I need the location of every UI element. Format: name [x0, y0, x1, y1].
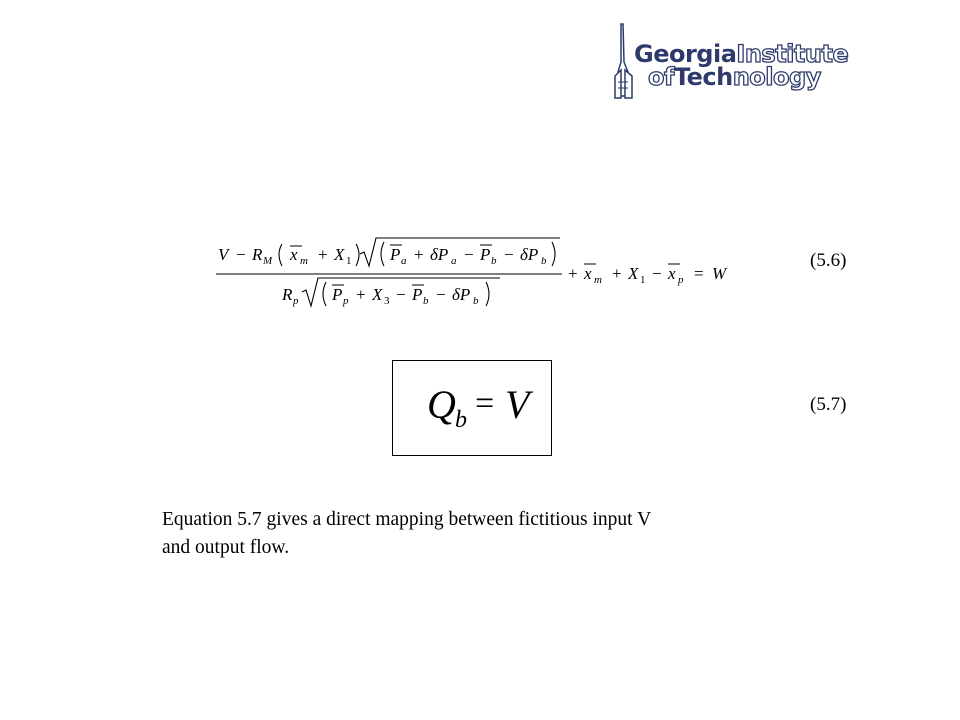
svg-text:p: p	[678, 274, 684, 286]
equation-5-7-box	[392, 360, 552, 456]
svg-text:+: +	[414, 245, 424, 264]
body-paragraph	[162, 506, 782, 562]
svg-text:−: −	[436, 285, 446, 304]
equation-rhs: V	[505, 382, 530, 427]
paragraph-line-2: and output flow.	[162, 537, 290, 558]
logo-nology: nology	[732, 63, 821, 91]
svg-text:m: m	[594, 274, 602, 286]
svg-text:+: +	[612, 264, 622, 283]
logo-georgia: Georgia	[634, 40, 737, 68]
svg-text:−: −	[504, 245, 514, 264]
svg-text:3: 3	[384, 295, 390, 307]
svg-text:P: P	[412, 285, 423, 304]
logo-institute: Institute	[736, 40, 849, 68]
paragraph-line-1: Equation 5.7 gives a direct mapping between fictitious input V	[162, 509, 652, 530]
svg-text:p: p	[343, 295, 349, 307]
svg-text:P: P	[332, 285, 343, 304]
svg-text:a: a	[401, 255, 407, 267]
svg-text:1: 1	[640, 274, 646, 286]
equation-lhs-subscript: b	[455, 407, 467, 433]
equation-lhs: Q	[427, 382, 456, 427]
svg-text:b: b	[423, 295, 429, 307]
svg-text:x: x	[584, 264, 592, 283]
svg-text:p: p	[293, 295, 299, 307]
svg-text:a: a	[451, 255, 457, 267]
svg-text:−: −	[652, 264, 662, 283]
equation-number-5-6: (5.6)	[810, 250, 847, 271]
logo-tech: Tech	[673, 63, 733, 91]
svg-text:−: −	[464, 245, 474, 264]
georgia-tech-logo	[612, 22, 912, 102]
equation-number-5-7: (5.7)	[810, 394, 847, 415]
svg-text:W: W	[712, 264, 727, 283]
svg-text:X: X	[372, 285, 383, 304]
svg-text:=: =	[694, 264, 704, 283]
svg-text:V: V	[218, 245, 229, 264]
svg-text:1: 1	[346, 255, 352, 267]
svg-text:b: b	[491, 255, 497, 267]
svg-text:+: +	[568, 264, 578, 283]
equation-5-6	[210, 228, 770, 312]
svg-text:R: R	[282, 285, 293, 304]
svg-text:X: X	[628, 264, 639, 283]
svg-text:−: −	[396, 285, 406, 304]
svg-text:X: X	[334, 245, 345, 264]
svg-text:+: +	[356, 285, 366, 304]
svg-text:δP: δP	[452, 285, 471, 304]
logo-of: of	[648, 63, 674, 91]
svg-text:P: P	[480, 245, 491, 264]
svg-text:P: P	[390, 245, 401, 264]
svg-text:m: m	[300, 255, 308, 267]
svg-text:δP: δP	[430, 245, 449, 264]
svg-text:b: b	[473, 295, 479, 307]
svg-text:M: M	[263, 255, 273, 267]
svg-text:b: b	[541, 255, 547, 267]
svg-text:−: −	[236, 245, 246, 264]
svg-text:+: +	[318, 245, 328, 264]
tech-tower-icon	[612, 22, 636, 102]
equation-equals: =	[475, 385, 495, 422]
svg-text:δP: δP	[520, 245, 539, 264]
svg-text:x: x	[290, 245, 298, 264]
svg-text:x: x	[668, 264, 676, 283]
svg-text:R: R	[252, 245, 263, 264]
logo-line-2	[648, 63, 821, 91]
